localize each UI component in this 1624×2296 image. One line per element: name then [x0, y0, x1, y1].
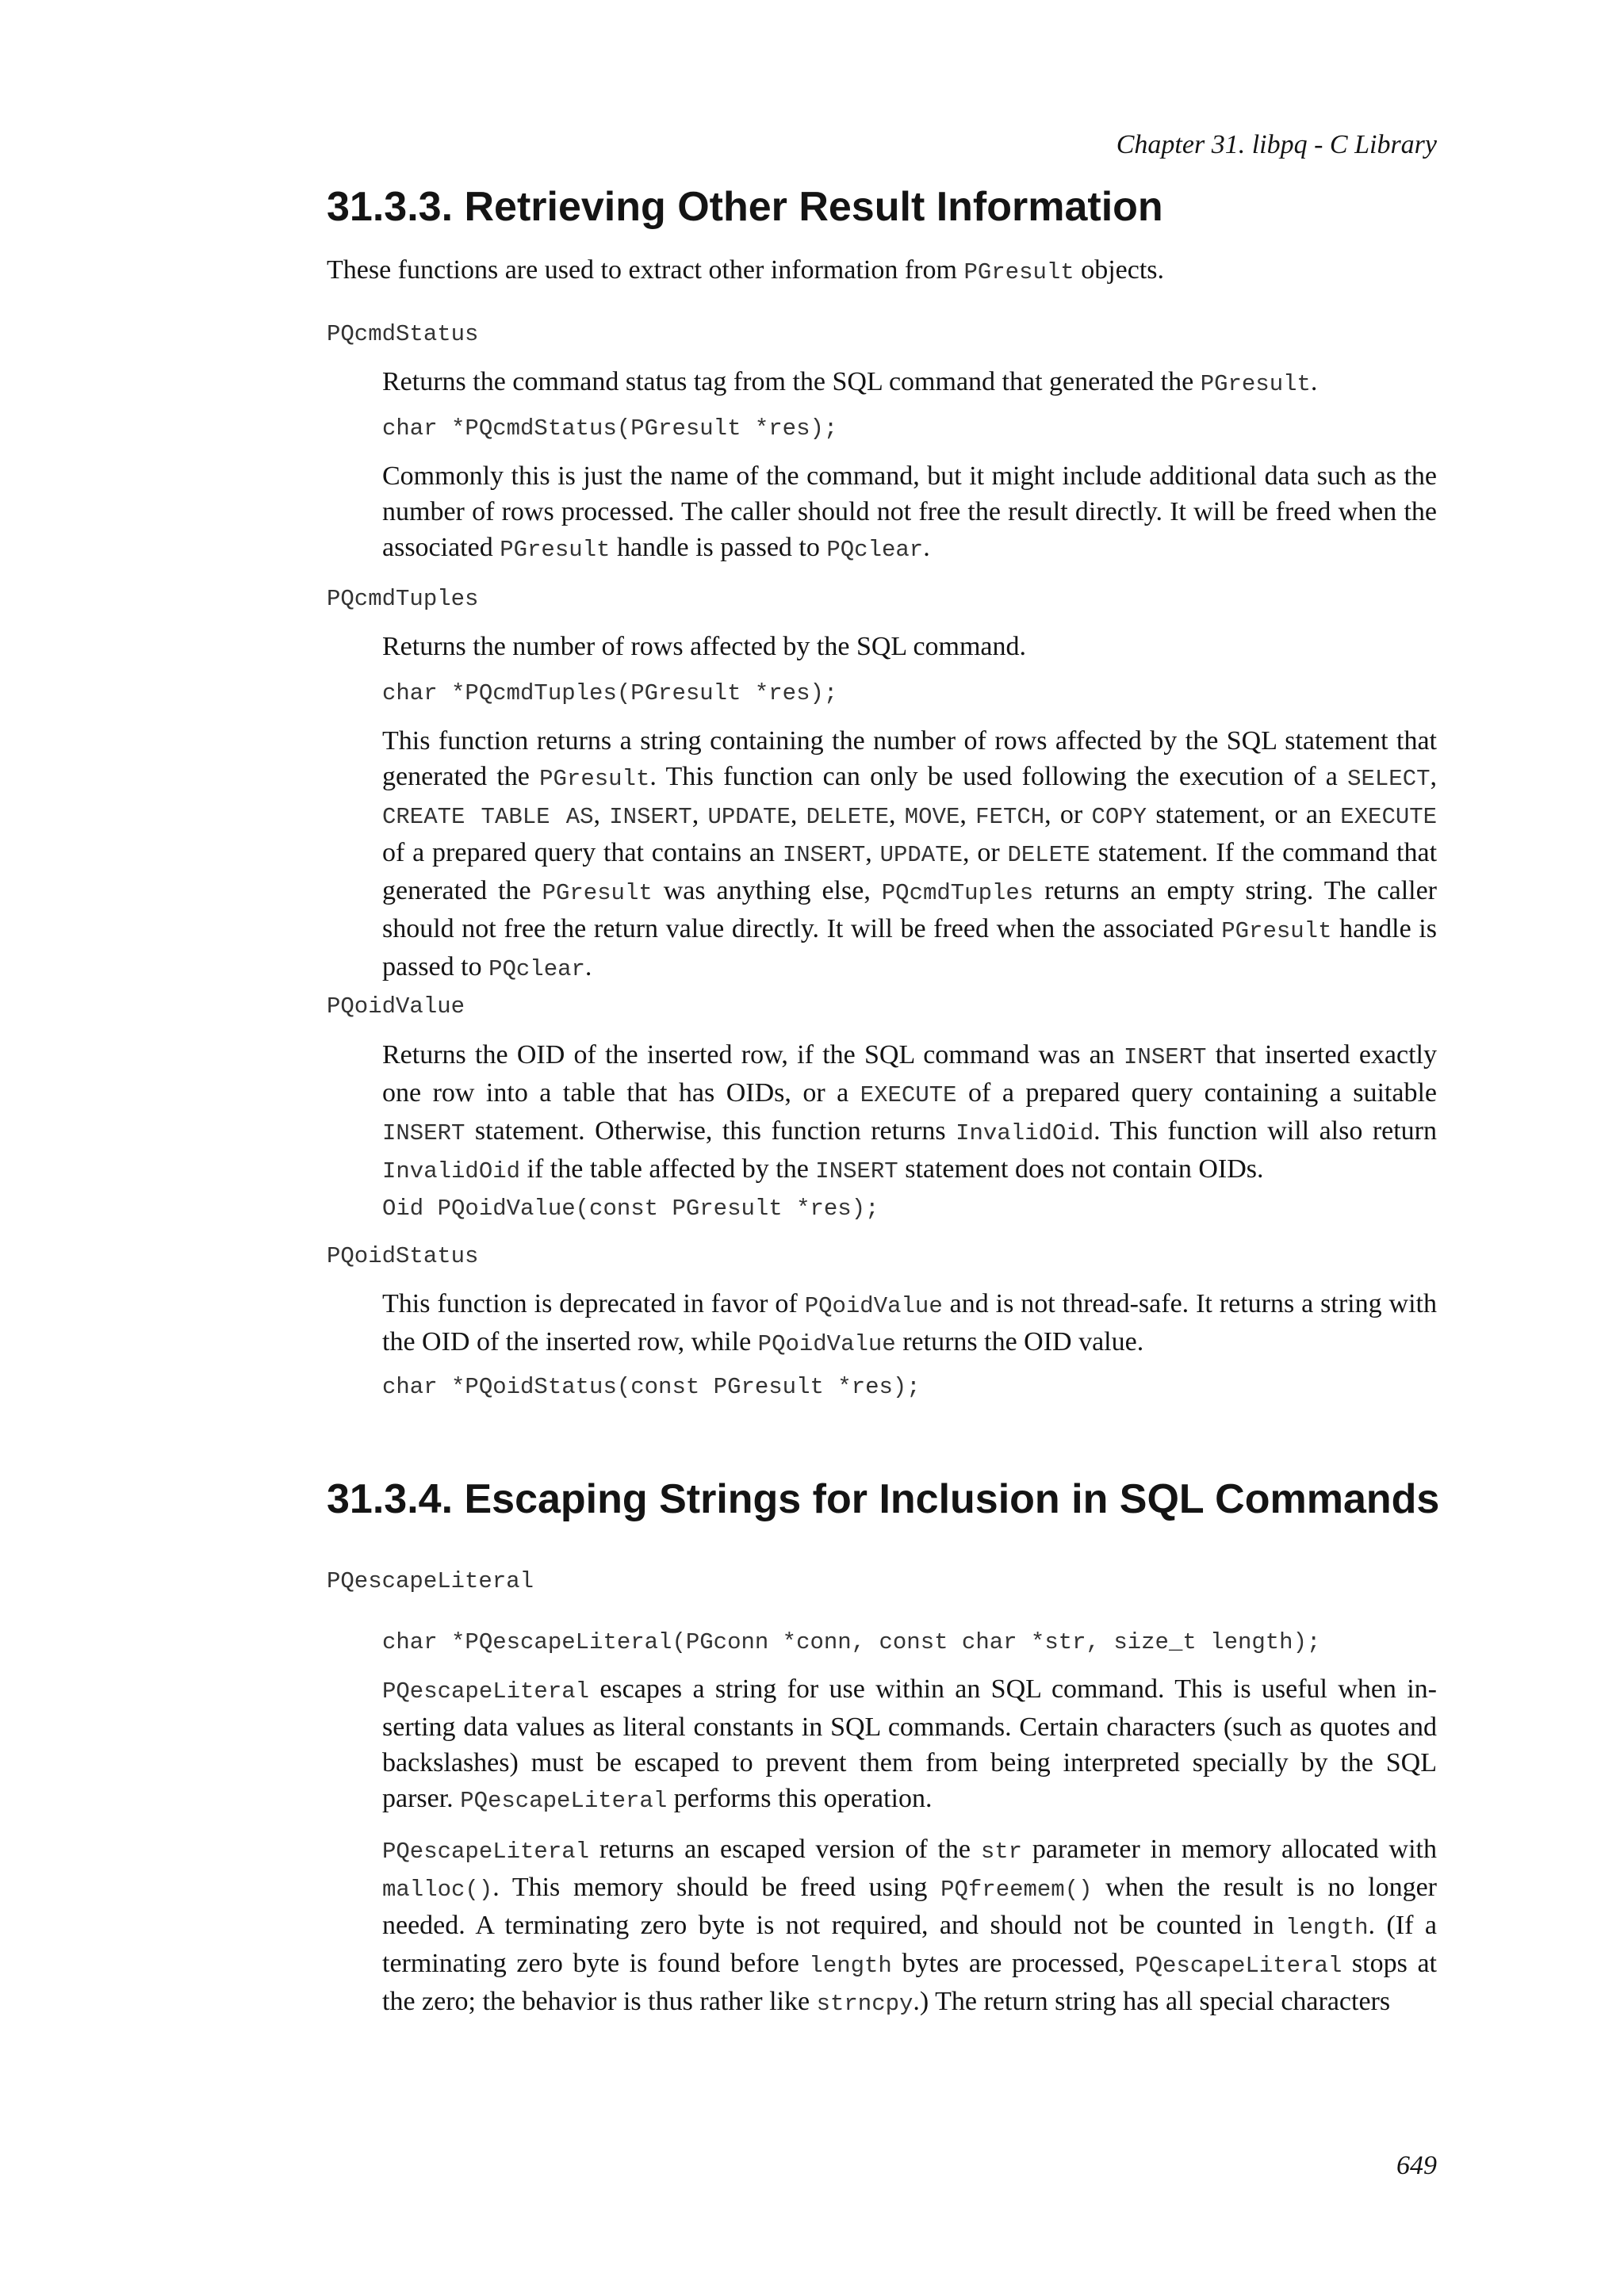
- pqcmdstatus-description: [382, 364, 1437, 402]
- term-pqoidvalue: PQoidValue: [327, 993, 465, 1020]
- text-run: . This memory should be freed using: [492, 1873, 941, 1902]
- page-number: 649: [1396, 2151, 1437, 2180]
- text-run: Returns the number of rows affected by the SQL command.: [382, 632, 1027, 661]
- inline-code: length: [1285, 1915, 1369, 1941]
- inline-code: PQcmdTuples: [881, 880, 1034, 906]
- inline-code: PQclear: [488, 956, 585, 982]
- text-run: returns an escaped version of the: [589, 1835, 981, 1864]
- inline-code: EXECUTE: [1340, 804, 1438, 830]
- inline-code: INSERT: [382, 1120, 465, 1146]
- text-run: that inserted exactly one row into a table that has OIDs, or a: [382, 1040, 1437, 1108]
- inline-code: PGresult: [539, 766, 650, 792]
- inline-code: InvalidOid: [956, 1120, 1094, 1146]
- section-heading-retrieving-other-result-information: 31.3.3. Retrieving Other Result Information: [327, 184, 1163, 230]
- inline-code: EXECUTE: [860, 1082, 957, 1108]
- inline-code: PGresult: [963, 259, 1074, 285]
- inline-code: PGresult: [500, 537, 611, 563]
- text-run: statement does not contain OIDs.: [898, 1154, 1264, 1184]
- document-page: [327, 0, 1440, 2296]
- term-pqcmdstatus: PQcmdStatus: [327, 321, 479, 347]
- pqescapeliteral-paragraph-2: [382, 1831, 1437, 2022]
- text-run: escapes a string for use within an SQL command. This is useful when inserting data values as literal constants in SQL commands. Certain characters (such as quotes and backslashes) must be escaped to prevent them from being interpreted specially by the SQL parser.: [382, 1674, 1437, 1813]
- inline-code: PQescapeLiteral: [382, 1839, 590, 1865]
- inline-code: INSERT: [609, 804, 692, 830]
- text-run: ,: [865, 838, 880, 867]
- text-run: performs this operation.: [667, 1784, 933, 1813]
- pqescapeliteral-synopsis: char *PQescapeLiteral(PGconn *conn, const char *str, size_t length);: [382, 1629, 1321, 1655]
- inline-code: PGresult: [542, 880, 653, 906]
- text-run: statement. Otherwise, this function returns: [465, 1116, 956, 1146]
- inline-code: INSERT: [1124, 1044, 1207, 1070]
- text-run: objects.: [1074, 255, 1164, 285]
- text-run: This function returns a string containing the number of rows affected by the SQL statement that generated the: [382, 726, 1437, 791]
- text-run: ,: [593, 800, 610, 829]
- text-run: parameter in memory allocated with: [1022, 1835, 1437, 1864]
- inline-code: PQoidValue: [757, 1331, 896, 1357]
- pqoidstatus-description: [382, 1286, 1437, 1362]
- text-run: ,: [1430, 762, 1437, 791]
- text-run: . This function can only be used following the execution of a: [649, 762, 1348, 791]
- text-run: handle is passed to: [610, 533, 827, 562]
- text-run: returns the OID value.: [895, 1327, 1144, 1357]
- inline-code: COPY: [1091, 804, 1147, 830]
- text-run: ,: [691, 800, 708, 829]
- inline-code: UPDATE: [707, 804, 791, 830]
- pqcmdtuples-description: [382, 629, 1437, 664]
- inline-code: FETCH: [975, 804, 1045, 830]
- text-run: if the table affected by the: [520, 1154, 816, 1184]
- text-run: stops at the zero; the behavior is thus rather like: [382, 1949, 1437, 2016]
- inline-code: DELETE: [1007, 842, 1090, 868]
- pqoidvalue-description: [382, 1037, 1437, 1189]
- text-run: was anything else,: [652, 876, 882, 905]
- text-run: statement. If the command that generated the: [382, 838, 1438, 905]
- pqcmdstatus-synopsis: char *PQcmdStatus(PGresult *res);: [382, 415, 838, 442]
- inline-code: PQclear: [826, 537, 924, 563]
- text-run: of a prepared query containing a suitable: [956, 1078, 1437, 1108]
- text-run: .: [584, 952, 592, 982]
- inline-code: INSERT: [782, 842, 866, 868]
- text-run: ,: [889, 800, 905, 829]
- inline-code: PQoidValue: [804, 1293, 943, 1319]
- text-run: Returns the command status tag from the SQL command that generated the: [382, 367, 1201, 396]
- term-pqoidstatus: PQoidStatus: [327, 1243, 479, 1269]
- text-run: Commonly this is just the name of the command, but it might include additional data such as the number of rows processed. The caller should not free the result directly. It will be freed when the associated: [382, 461, 1437, 562]
- text-run: of a prepared query that contains an: [382, 838, 783, 867]
- text-run: This function is deprecated in favor of: [382, 1289, 805, 1318]
- inline-code: InvalidOid: [382, 1158, 521, 1184]
- text-run: bytes are processed,: [891, 1949, 1136, 1978]
- term-pqescapeliteral: PQescapeLiteral: [327, 1568, 534, 1594]
- text-run: statement, or an: [1147, 800, 1341, 829]
- inline-code: CREATE TABLE AS: [382, 804, 594, 830]
- inline-code: strncpy: [816, 1991, 914, 2017]
- inline-code: PGresult: [1200, 371, 1311, 397]
- text-run: handle is passed to: [382, 914, 1437, 982]
- text-run: .) The return string has all special characters: [913, 1987, 1391, 2016]
- inline-code: str: [980, 1839, 1023, 1865]
- text-run: .: [1310, 367, 1318, 396]
- inline-code: PQescapeLiteral: [1135, 1953, 1342, 1979]
- section-intro-paragraph: [327, 252, 1437, 290]
- pqoidvalue-synopsis: Oid PQoidValue(const PGresult *res);: [382, 1196, 879, 1222]
- inline-code: DELETE: [806, 804, 890, 830]
- inline-code: UPDATE: [879, 842, 963, 868]
- text-run: returns an empty string. The caller should not free the return value directly. It will be freed when the associated: [382, 876, 1438, 943]
- text-run: Returns the OID of the inserted row, if the SQL command was an: [382, 1040, 1124, 1070]
- term-pqcmdtuples: PQcmdTuples: [327, 586, 479, 612]
- pqcmdtuples-note: [382, 723, 1437, 987]
- text-run: when the result is no longer needed. A terminating zero byte is not required, and should not be counted in: [382, 1873, 1437, 1940]
- text-run: ,: [790, 800, 806, 829]
- inline-code: PQfreemem(): [940, 1877, 1093, 1903]
- inline-code: length: [809, 1953, 892, 1979]
- pqcmdstatus-note: [382, 458, 1437, 568]
- text-run: , or: [963, 838, 1008, 867]
- inline-code: SELECT: [1347, 766, 1431, 792]
- pqoidstatus-synopsis: char *PQoidStatus(const PGresult *res);: [382, 1374, 921, 1400]
- inline-code: MOVE: [904, 804, 960, 830]
- text-run: . This function will also return: [1094, 1116, 1437, 1146]
- pqcmdtuples-synopsis: char *PQcmdTuples(PGresult *res);: [382, 680, 838, 706]
- running-header: Chapter 31. libpq - C Library: [1116, 130, 1437, 159]
- inline-code: malloc(): [382, 1877, 493, 1903]
- text-run: , or: [1044, 800, 1092, 829]
- text-run: .: [923, 533, 930, 562]
- text-run: These functions are used to extract other information from: [327, 255, 964, 285]
- section-heading-escaping-strings: 31.3.4. Escaping Strings for Inclusion in SQL Commands: [327, 1476, 1440, 1522]
- text-run: . (If a terminating zero byte is found before: [382, 1911, 1437, 1978]
- inline-code: PGresult: [1221, 918, 1332, 944]
- inline-code: PQescapeLiteral: [382, 1678, 590, 1705]
- inline-code: PQescapeLiteral: [460, 1788, 668, 1814]
- text-run: ,: [959, 800, 976, 829]
- inline-code: INSERT: [815, 1158, 898, 1184]
- text-run: and is not thread-safe. It returns a string with the OID of the inserted row, while: [382, 1289, 1437, 1357]
- pqescapeliteral-paragraph-1: [382, 1671, 1437, 1819]
